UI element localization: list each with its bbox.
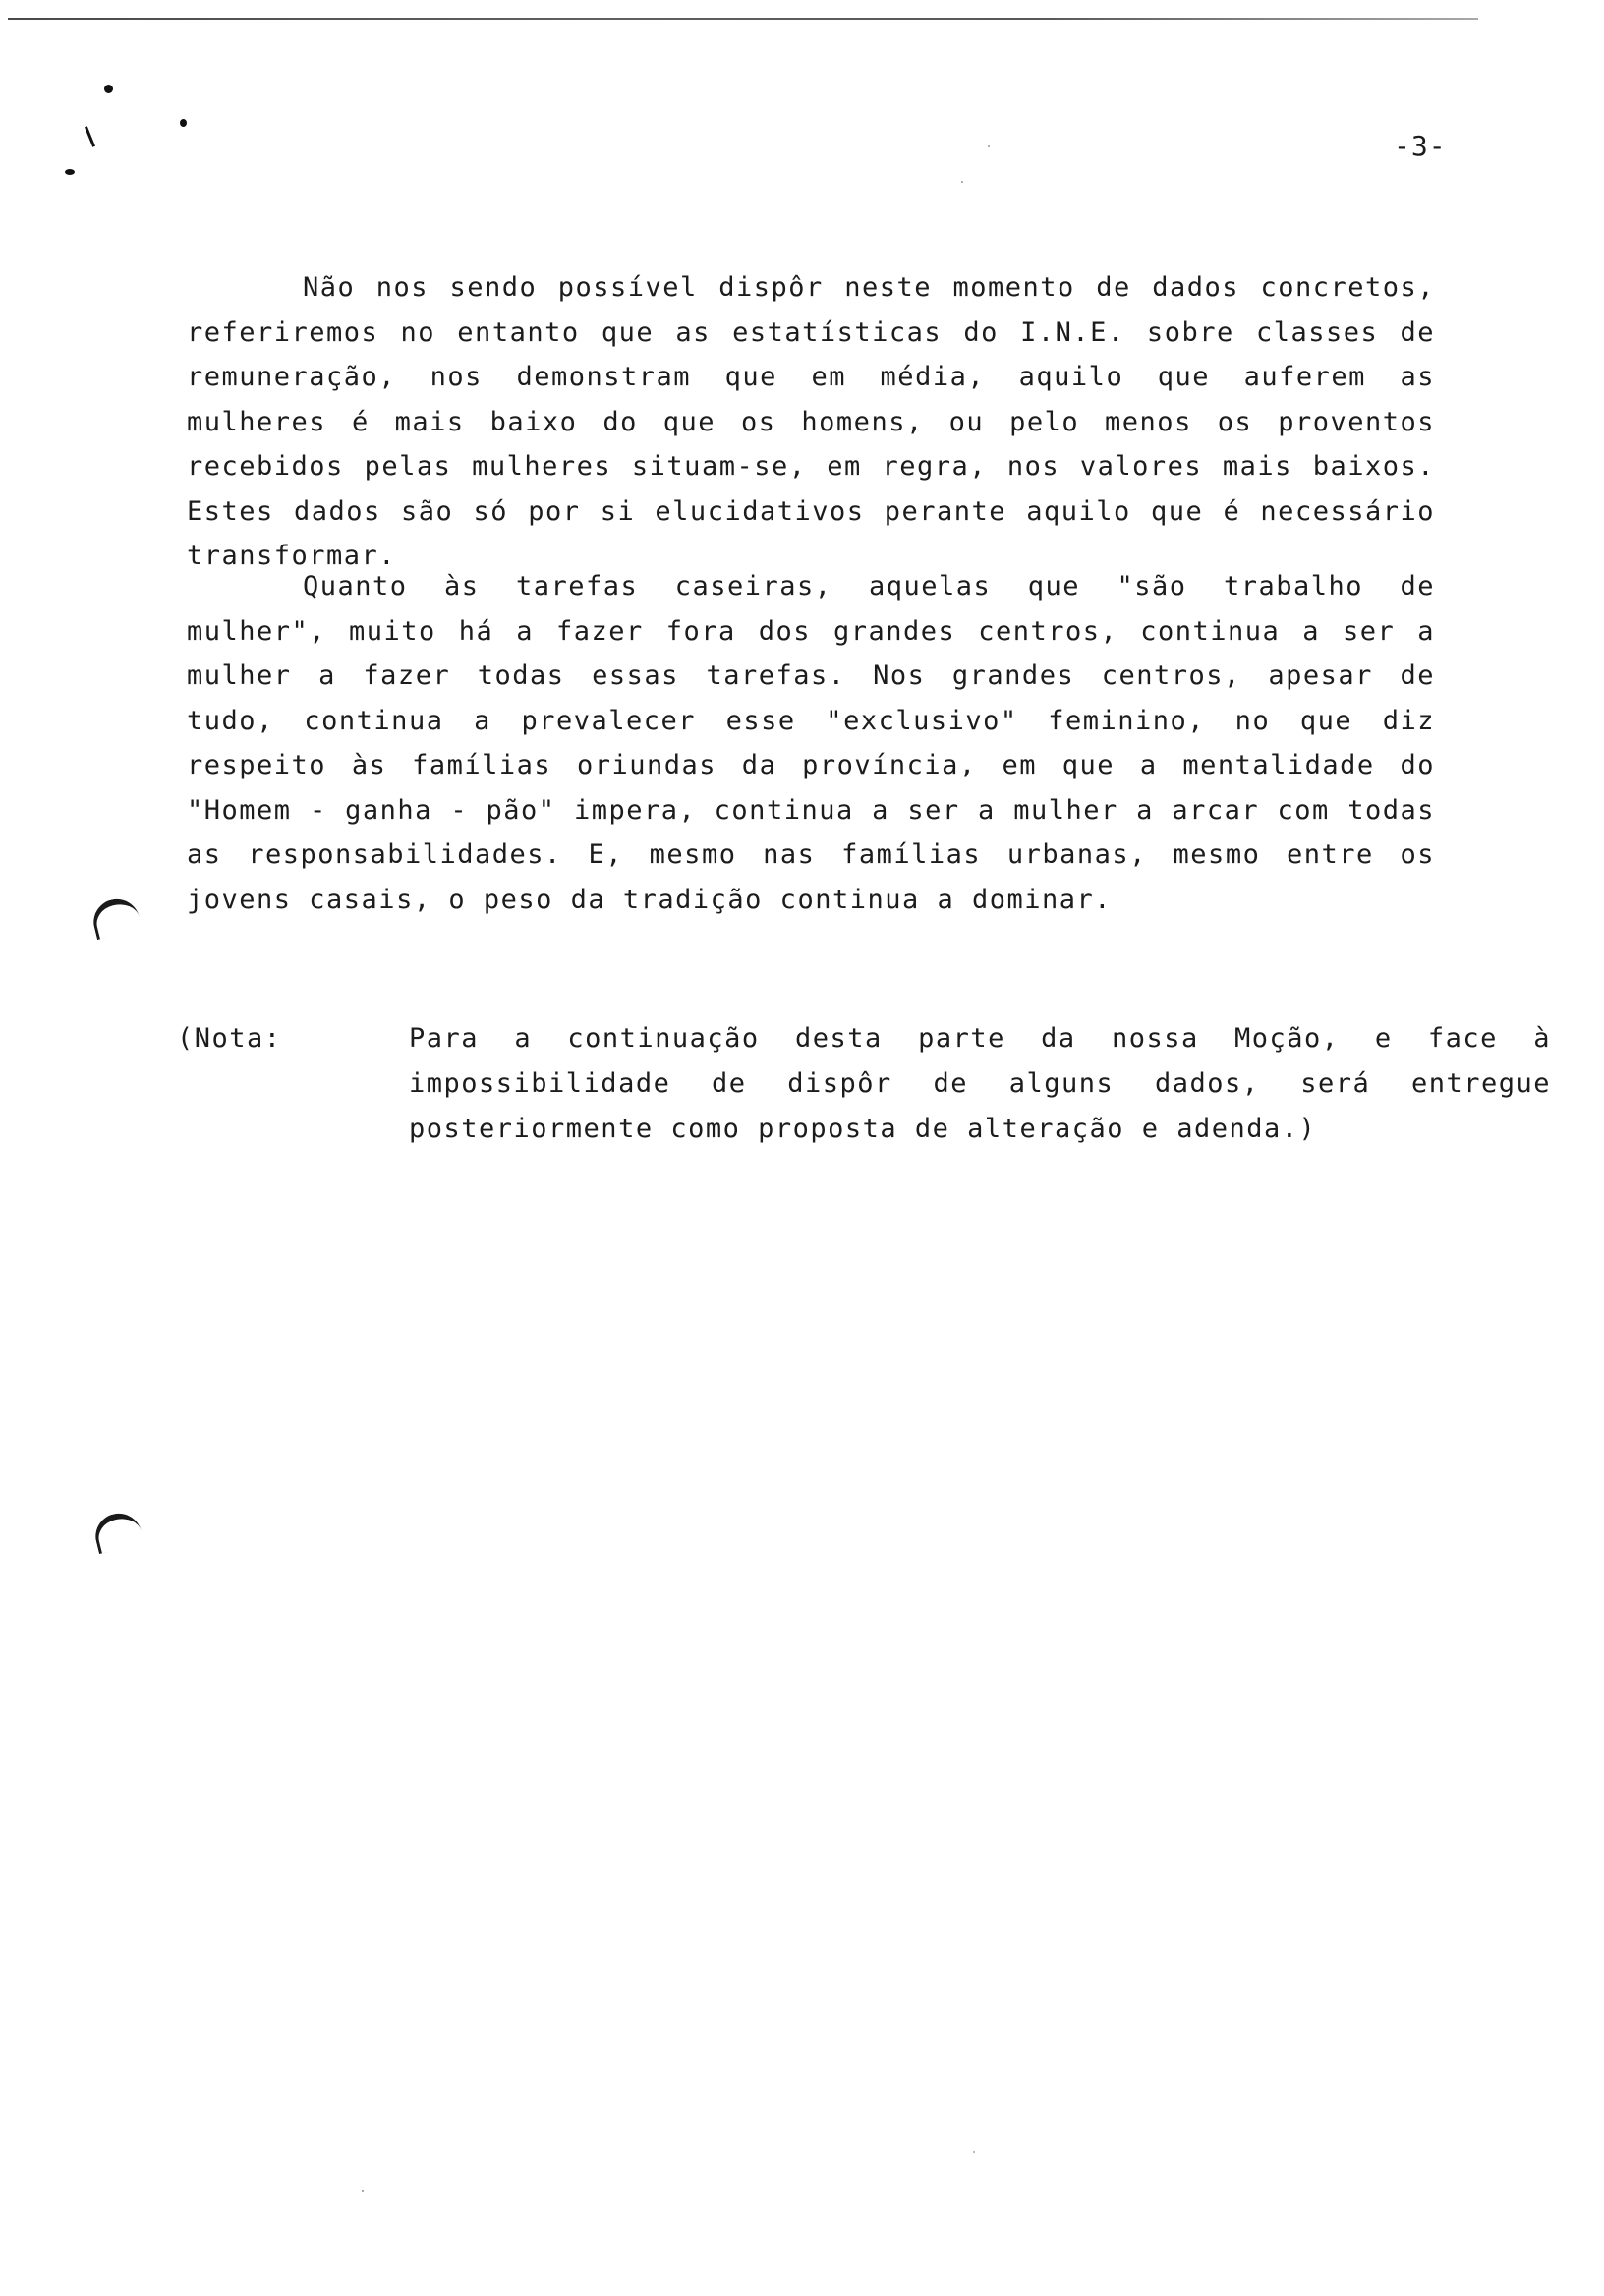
note-label: (Nota:: [177, 1023, 282, 1054]
scan-speck: [988, 145, 990, 147]
scan-speck: [961, 181, 963, 183]
note-block: [177, 1016, 1551, 1152]
note-text: Para a continuação desta parte da nossa Moção, e face à impossibilidade de dispôr de alguns dados, será entregue posteriormente como proposta de alteração e adenda.): [409, 1023, 1551, 1144]
top-rule-line: [8, 18, 1478, 20]
body-paragraph: Quanto às tarefas caseiras, aquelas que "são trabalho de mulher", muito há a fazer fora dos grandes centros, continua a ser a mulher a fazer todas essas tarefas. Nos grandes centros, apesar de tudo, continua a prevalecer esse "exclusivo" feminino, no que diz respeito às famílias oriundas da província, em que a mentalidade do "Homem - ganha - pão" impera, continua a ser a mulher a arcar com todas as responsabilidades. E, mesmo nas famílias urbanas, mesmo entre os jovens casais, o peso da tradição continua a dominar.: [187, 571, 1435, 915]
page-number: -3-: [1394, 130, 1447, 162]
scan-mark-stroke: [85, 126, 95, 147]
body-paragraph: Não nos sendo possível dispôr neste momento de dados concretos, referiremos no entanto que as estatísticas do I.N.E. sobre classes de remuneração, nos demonstram que em média, aquilo que auferem as mulheres é mais baixo do que os homens, ou pelo menos os proventos recebidos pelas mulheres situam-se, em regra, nos valores mais baixos. Estes dados são só por si elucidativos perante aquilo que é necessário transformar.: [187, 272, 1435, 571]
scan-mark-dot: [180, 119, 187, 127]
scan-mark-dot: [65, 169, 75, 175]
scan-mark-dot: [104, 85, 113, 93]
punch-hole-mark: [90, 1509, 143, 1554]
punch-hole-mark: [88, 894, 142, 940]
scan-speck: [362, 2190, 364, 2192]
scan-speck: [973, 2151, 975, 2152]
